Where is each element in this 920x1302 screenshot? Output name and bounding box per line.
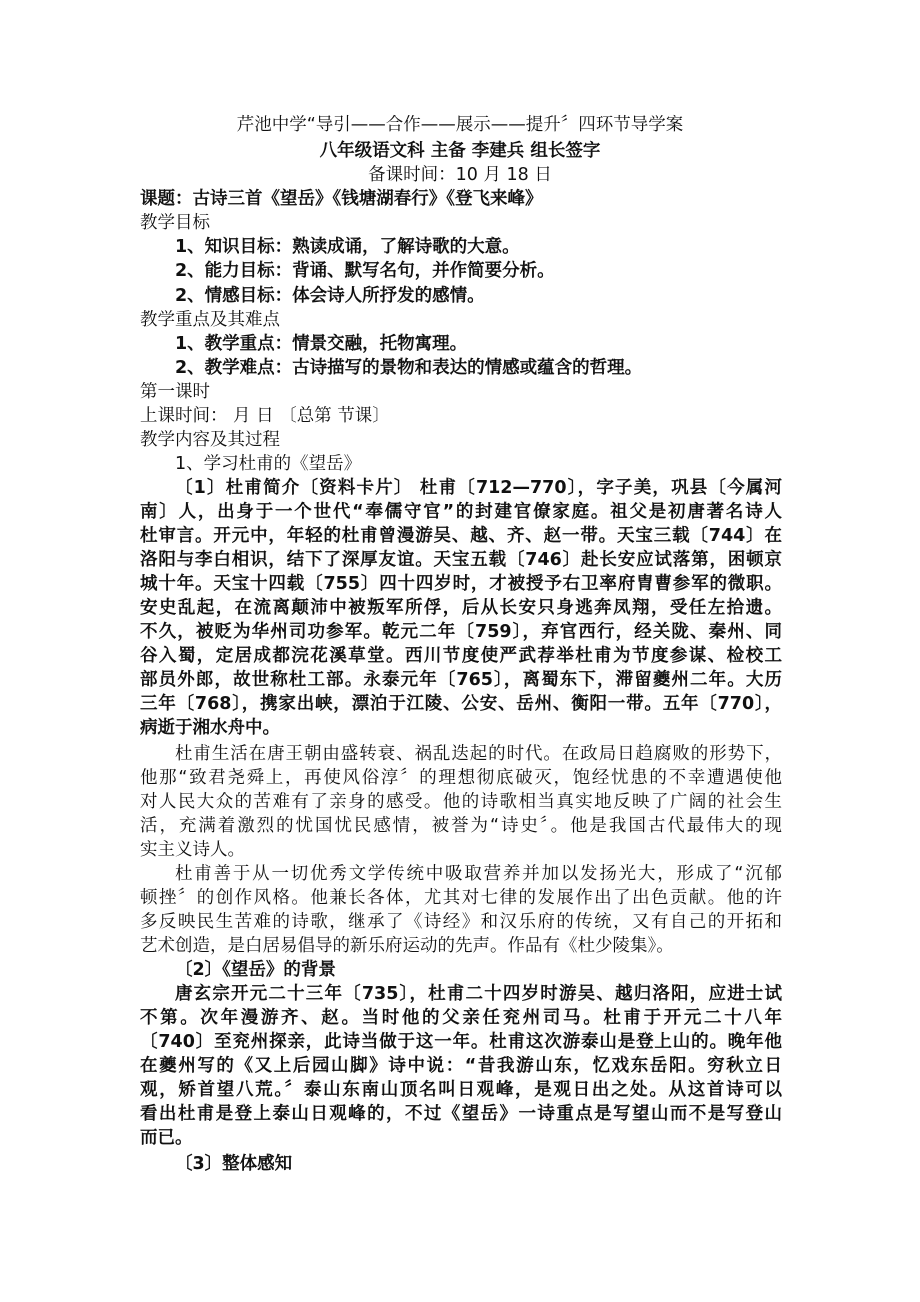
overview-heading: 〔3〕整体感知 (175, 1154, 293, 1174)
life-paragraph-line: 活，充满着激烈的忧国忧民感情，被誉为“诗史〞。他是我国古代最伟大的现 (140, 816, 782, 836)
bio-line: 南〕人，出身于一个世代“奉儒守官”的封建官僚家庭。祖父是初唐著名诗人 (140, 502, 782, 522)
life-paragraph-line: 对人民大众的苦难有了亲身的感受。他的诗歌相当真实地反映了广阔的社会生 (140, 792, 782, 812)
lesson-title: 课题：古诗三首《望岳》《钱塘湖春行》《登飞来峰》 (140, 189, 543, 209)
bio-line: 病逝于湘水舟中。 (140, 718, 280, 738)
life-paragraph-line: 杜甫生活在唐王朝由盛转衰、祸乱迭起的时代。在政局日趋腐败的形势下， (175, 744, 782, 764)
goal-ability: 2、能力目标：背诵、默写名句，并作简要分析。 (175, 261, 555, 281)
difficult-point: 2、教学难点：古诗描写的景物和表达的情感或蕴含的哲理。 (175, 358, 643, 378)
class-time-line: 上课时间： 月 日 〔总第 节课〕 (140, 406, 390, 426)
key-heading: 教学重点及其难点 (140, 310, 280, 330)
style-paragraph-line: 艺术创造，是白居易倡导的新乐府运动的先声。作品有《杜少陵集》。 (140, 936, 674, 956)
bio-line: 杜审言。开元中，年轻的杜甫曾漫游吴、越、齐、赵一带。天宝三载〔744〕在 (140, 526, 782, 546)
bio-line: 〔1〕杜甫简介〔资料卡片〕 杜甫〔712—770〕，字子美，巩县〔今属河 (175, 478, 782, 498)
life-paragraph-line: 他那“致君尧舜上，再使风俗淳〞的理想彻底破灭，饱经忧患的不幸遭遇使他 (140, 768, 782, 788)
background-line: 看出杜甫是登上泰山日观峰的，不过《望岳》一诗重点是写望山而不是写登山 (140, 1104, 782, 1124)
header-school-title: 芹池中学“导引——合作——展示——提升〞四环节导学案 (236, 115, 684, 135)
goal-knowledge: 1、知识目标：熟读成诵，了解诗歌的大意。 (175, 237, 520, 257)
background-line: 〔740〕至兖州探亲，此诗当做于这一年。杜甫这次游泰山是登上山的。晚年他 (140, 1032, 782, 1052)
bio-line: 谷入蜀，定居成都浣花溪草堂。西川节度使严武荐举杜甫为节度参谋、检校工 (140, 646, 782, 666)
bio-line: 安史乱起，在流离颠沛中被叛军所俘，后从长安只身逃奔凤翔，受任左拾遗。 (140, 598, 782, 618)
background-line: 而已。 (140, 1128, 193, 1148)
background-line: 在夔州写的《又上后园山脚》诗中说：“昔我游山东，忆戏东岳阳。穷秋立日 (140, 1056, 782, 1076)
header-grade-line: 八年级语文科 主备 李建兵 组长签字 (319, 141, 601, 161)
goals-heading: 教学目标 (140, 213, 210, 233)
bio-line: 城十年。天宝十四载〔755〕四十四岁时，才被授予右卫率府胄曹参军的微职。 (140, 574, 782, 594)
period-heading: 第一课时 (140, 382, 210, 402)
bio-line: 不久，被贬为华州司功参军。乾元二年〔759〕，弃官西行，经关陇、秦州、同 (140, 622, 782, 642)
section-heading: 1、学习杜甫的《望岳》 (175, 454, 362, 474)
style-paragraph-line: 多反映民生苦难的诗歌，继承了《诗经》和汉乐府的传统，又有自己的开拓和 (140, 912, 782, 932)
bio-line: 部员外郎，故世称杜工部。永泰元年〔765〕，离蜀东下，滞留夔州二年。大历 (140, 670, 782, 690)
life-paragraph-line: 实主义诗人。 (140, 840, 245, 860)
background-line: 唐玄宗开元二十三年〔735〕，杜甫二十四岁时游吴、越归洛阳，应进士试 (175, 984, 782, 1004)
bio-line: 三年〔768〕，携家出峡，漂泊于江陵、公安、岳州、衡阳一带。五年〔770〕， (140, 694, 782, 714)
header-prep-date: 备课时间：10 月 18 日 (368, 165, 552, 185)
goal-emotion: 2、情感目标：体会诗人所抒发的感情。 (175, 286, 485, 306)
content-heading: 教学内容及其过程 (140, 430, 280, 450)
style-paragraph-line: 顿挫〞的创作风格。他兼长各体，尤其对七律的发展作出了出色贡献。他的许 (140, 888, 782, 908)
bio-line: 洛阳与李白相识，结下了深厚友谊。天宝五载〔746〕赴长安应试落第，困顿京 (140, 550, 782, 570)
background-line: 观，矫首望八荒。〞泰山东南山顶名叫日观峰，是观日出之处。从这首诗可以 (140, 1080, 782, 1100)
background-heading: 〔2〕《望岳》的背景 (175, 960, 336, 980)
key-point: 1、教学重点：情景交融，托物寓理。 (175, 334, 468, 354)
style-paragraph-line: 杜甫善于从一切优秀文学传统中吸取营养并加以发扬光大，形成了“沉郁 (175, 864, 782, 884)
background-line: 不第。次年漫游齐、赵。当时他的父亲任兖州司马。杜甫于开元二十八年 (140, 1008, 782, 1028)
